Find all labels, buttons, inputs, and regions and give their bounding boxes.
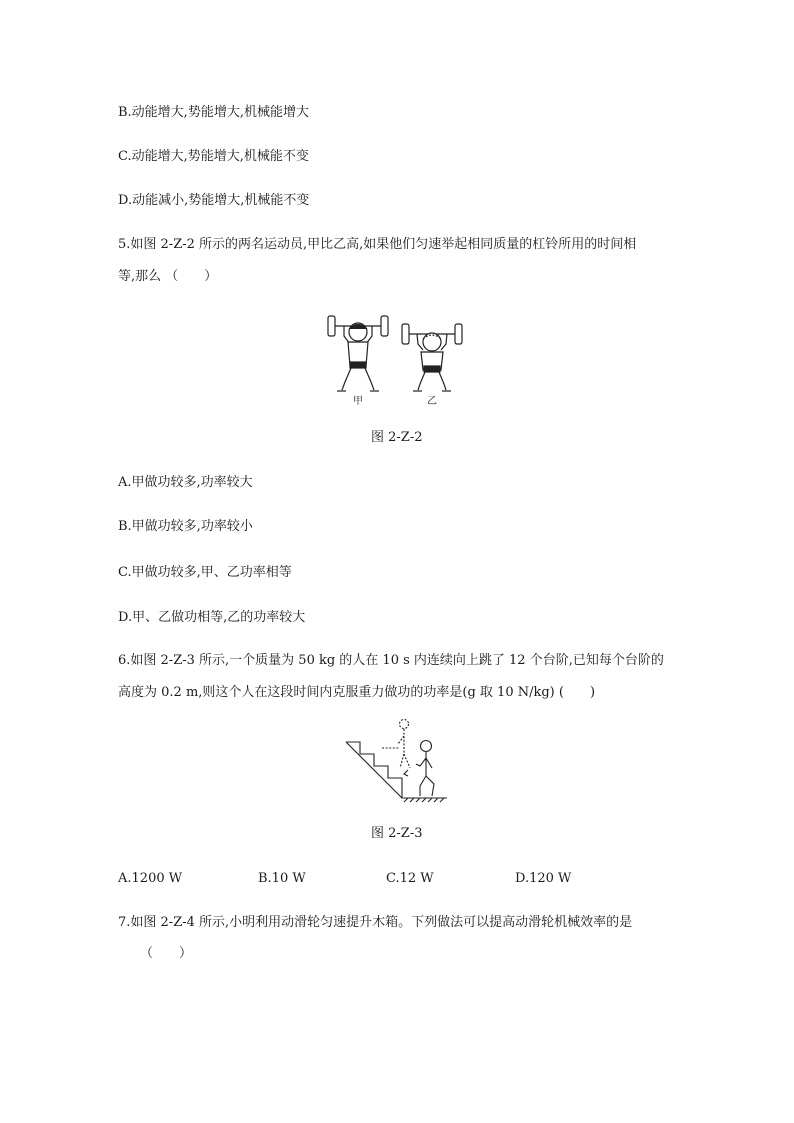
q4-option-d: D.动能减小,势能增大,机械能不变 bbox=[118, 193, 310, 208]
q5-stem-line2: 等,那么 （ ） bbox=[118, 269, 218, 284]
q5-option-b: B.甲做功较多,功率较小 bbox=[118, 519, 253, 534]
stairs-figure bbox=[342, 716, 452, 802]
q6-option-a: A.1200 W bbox=[118, 871, 183, 886]
q7-stem-line1: 7.如图 2-Z-4 所示,小明利用动滑轮匀速提升木箱。下列做法可以提高动滑轮机械效率的是 bbox=[118, 915, 633, 930]
q4-option-b: B.动能增大,势能增大,机械能增大 bbox=[118, 105, 309, 120]
weightlifter-yi bbox=[402, 324, 462, 391]
q4-option-c: C.动能增大,势能增大,机械能不变 bbox=[118, 149, 309, 164]
q6-stem-line2: 高度为 0.2 m,则这个人在这段时间内克服重力做功的功率是(g 取 10 N/kg) ( ) bbox=[118, 685, 596, 700]
q6-stem-line1: 6.如图 2-Z-3 所示,一个质量为 50 kg 的人在 10 s 内连续向上跳了 12 个台阶,已知每个台阶的 bbox=[118, 653, 664, 668]
weightlifters-figure bbox=[320, 308, 470, 408]
q6-option-d: D.120 W bbox=[515, 871, 572, 886]
figure-caption-2-z-3: 图 2-Z-3 bbox=[371, 826, 423, 841]
q6-option-c: C.12 W bbox=[386, 871, 434, 886]
q5-option-a: A.甲做功较多,功率较大 bbox=[118, 475, 253, 490]
q5-option-d: D.甲、乙做功相等,乙的功率较大 bbox=[118, 610, 306, 625]
figure-label-yi: 乙 bbox=[427, 396, 437, 407]
q5-stem-line1: 5.如图 2-Z-2 所示的两名运动员,甲比乙高,如果他们匀速举起相同质量的杠铃所用的时间相 bbox=[118, 237, 637, 252]
q5-option-c: C.甲做功较多,甲、乙功率相等 bbox=[118, 565, 292, 580]
weightlifter-jia bbox=[328, 316, 388, 391]
figure-caption-2-z-2: 图 2-Z-2 bbox=[371, 430, 423, 445]
figure-label-jia: 甲 bbox=[353, 396, 363, 407]
q6-option-b: B.10 W bbox=[258, 871, 306, 886]
q7-stem-line2: （ ） bbox=[140, 946, 193, 961]
